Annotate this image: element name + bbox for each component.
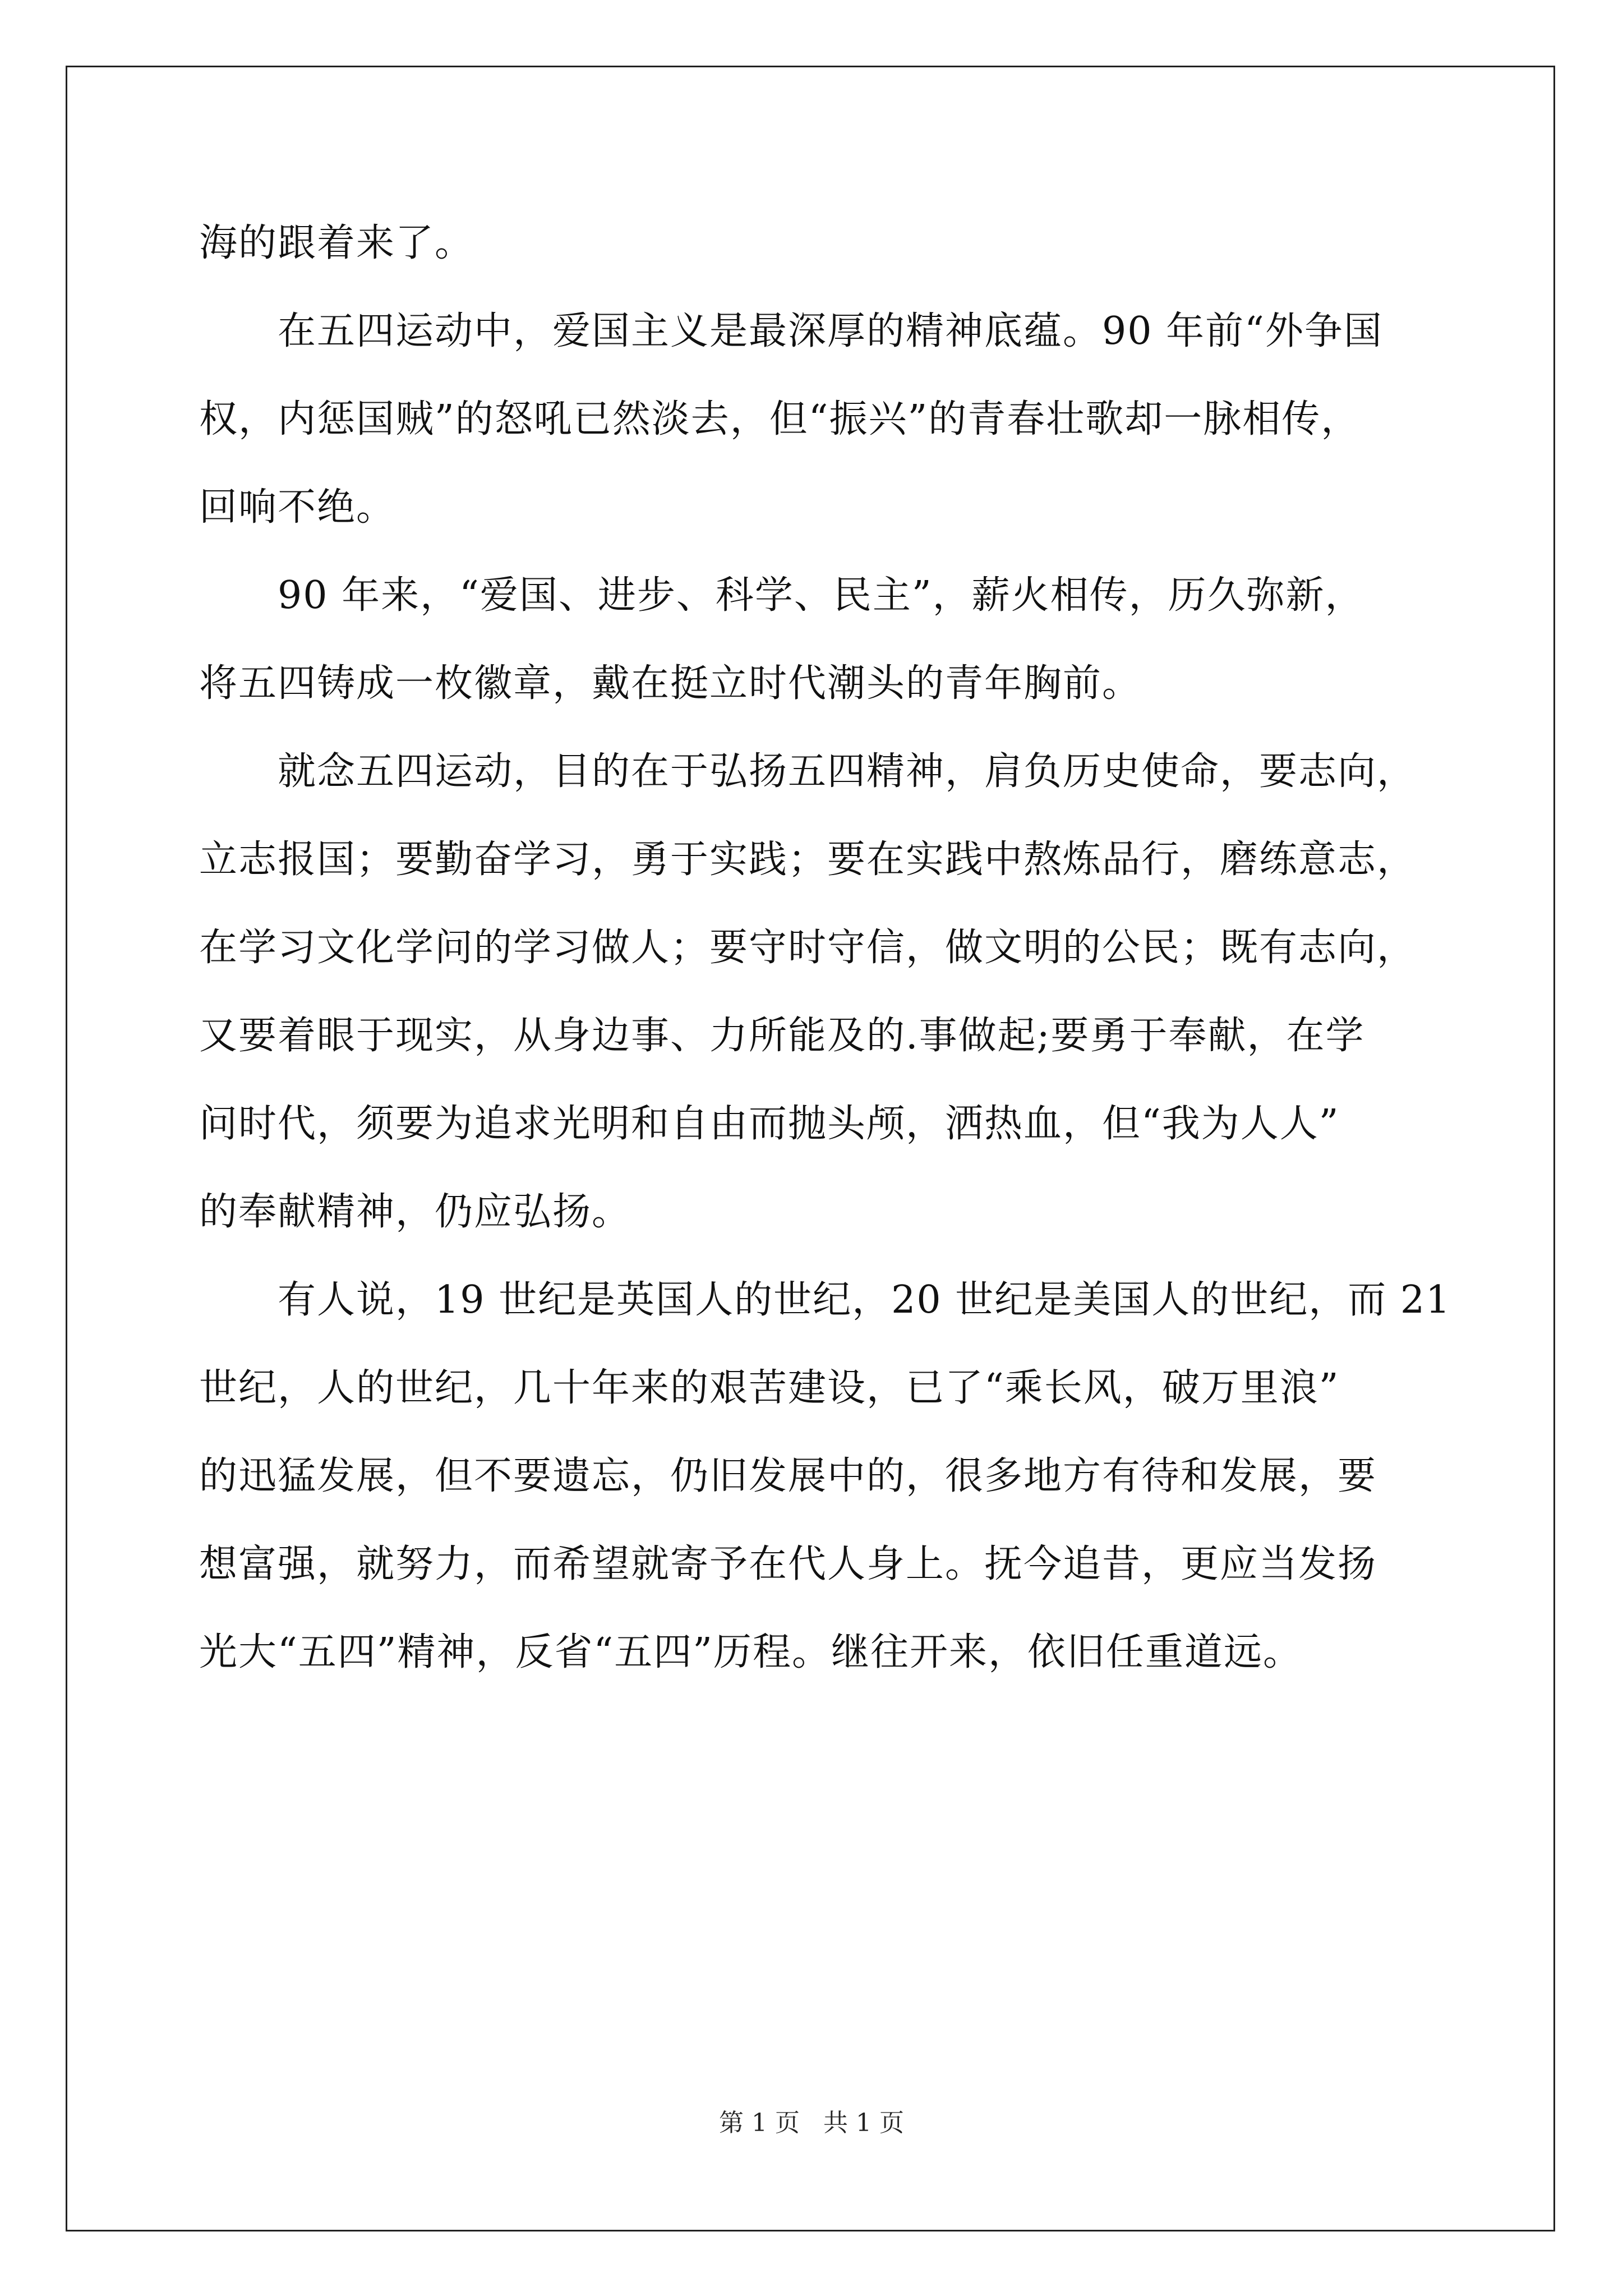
page-total: 共 1 页 [823,2109,904,2137]
text-line: 的迅猛发展，但不要遗忘，仍旧发展中的，很多地方有待和发展，要 [199,1454,1377,1498]
text-line: 在学习文化学问的学习做人；要守时守信，做文明的公民；既有志向， [199,926,1417,970]
text-line: 权，内惩国贼”的怒吼已然淡去，但“振兴”的青春壮歌却一脉相传， [199,397,1361,441]
paragraph [199,1256,1455,1696]
text-line: 想富强，就努力，而希望就寄予在代人身上。抚今追昔，更应当发扬 [199,1542,1377,1586]
text-line: 就念五四运动，目的在于弘扬五四精神，肩负历史使命，要志向， [199,749,1417,794]
text-line: 有人说，19 世纪是英国人的世纪，20 世纪是美国人的世纪，而 21 [199,1278,1451,1322]
text-line: 问时代，须要为追求光明和自由而抛头颅，洒热血，但“我为人人” [199,1102,1340,1146]
paragraph [199,199,1455,287]
paragraph [199,551,1455,728]
text-line: 回响不绝。 [199,485,396,530]
text-line: 海的跟着来了。 [199,221,474,265]
text-line: 光大“五四”精神，反省“五四”历程。继往开来，依旧任重道远。 [199,1630,1303,1674]
paragraph [199,728,1455,1256]
text-line: 将五四铸成一枚徽章，戴在挺立时代潮头的青年胸前。 [199,661,1142,706]
text-line: 在五四运动中，爱国主义是最深厚的精神底蕴。90 年前“外争国 [199,309,1383,353]
text-line: 90 年来，“爱国、进步、科学、民主”，薪火相传，历久弥新， [199,573,1364,618]
page-number: 第 1 页 [719,2109,800,2137]
text-line: 世纪，人的世纪，几十年来的艰苦建设，已了“乘长风，破万里浪” [199,1366,1340,1410]
document-body [199,199,1455,1696]
text-line: 又要着眼于现实，从身边事、力所能及的.事做起;要勇于奉献，在学 [199,1014,1365,1058]
page-footer [0,2106,1623,2140]
text-line: 立志报国；要勤奋学习，勇于实践；要在实践中熬炼品行，磨练意志， [199,838,1417,882]
paragraph [199,287,1455,551]
text-line: 的奉献精神，仍应弘扬。 [199,1190,631,1234]
